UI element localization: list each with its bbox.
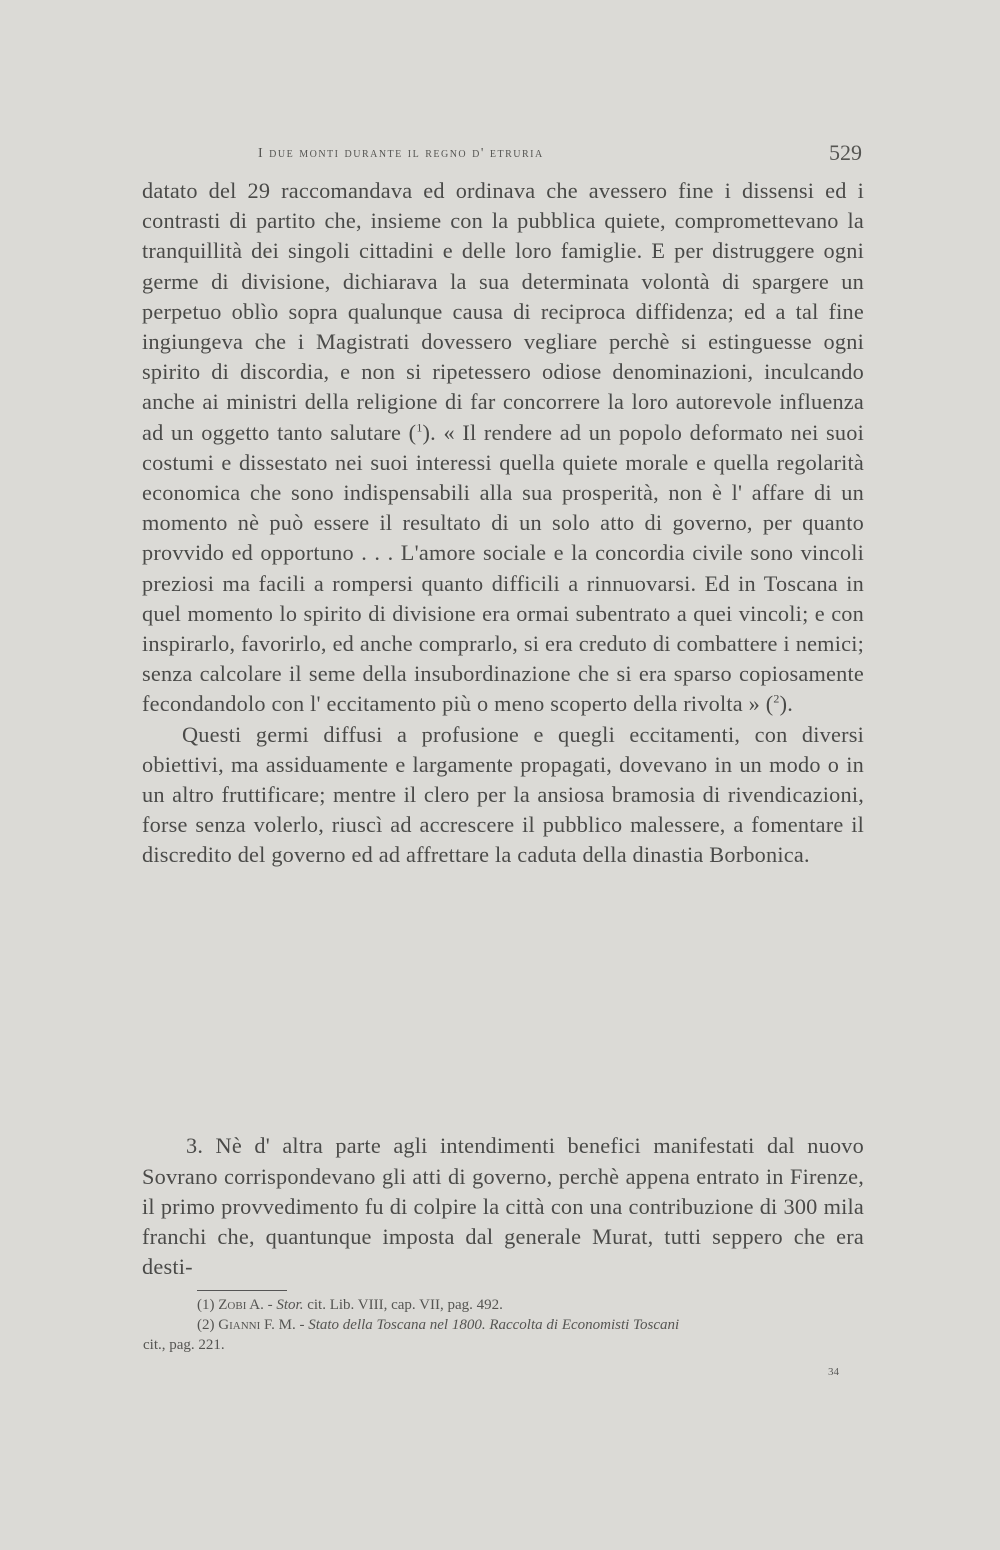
- footnote-ref-2[interactable]: 2: [773, 692, 780, 707]
- paragraph-1-text-a: datato del 29 raccomandava ed ordinava che avessero fine i dissensi ed i contrasti di partito che, insieme con la pubblica quiete, compromettevano la tranquillità dei singoli cittadini e delle loro famiglie. E per distruggere ogni germe di divisione, dichiarava la sua determinata volontà di spargere un perpetuo oblìo sopra qualunque causa di reciproca diffidenza; ed a tal fine ingiungeva che i Magistrati dovessero vegliare perchè si estinguesse ogni spirito di discordia, e non si ripetessero odiose denominazioni, inculcando anche ai ministri della religione di far concorrere la loro autorevole influenza ad un oggetto tanto salutare (: [142, 178, 864, 445]
- paragraph-1-text-b: ). « Il rendere ad un popolo deformato nei suoi costumi e dissestato nei suoi interessi quella quiete morale e quella regolarità economica che sono indispensabili alla sua prosperità, non è l' affare di un momento nè può essere il resultato di un solo atto di governo, per quanto provvido ed opportuno . . . L'amore sociale e la concordia civile sono vincoli preziosi ma facili a rompersi quanto difficili a rinnuovarsi. Ed in Toscana in quel momento lo spirito di divisione era ormai subentrato a quei vincoli; e con inspirarlo, favorirlo, ed anche comprarlo, si era creduto di combattere i nemici; senza calcolare il seme della insubordinazione che si era sparso copiosamente fecondandolo con l' eccitamento più o meno scoperto della rivolta » (: [142, 419, 864, 717]
- section-3-paragraph: 3. Nè d' altra parte agli intendimenti benefici manifestati dal nuovo Sovrano corrispondevano gli atti di governo, perchè appena entrato in Firenze, il primo provvedimento fu di colpire la città con una contribuzione di 300 mila franchi che, quantunque imposta dal generale Murat, tutti seppero che era desti-: [142, 1133, 864, 1280]
- footnote-2-author: Gianni F. M.: [218, 1317, 296, 1333]
- running-title: I due monti durante il regno d' etruria: [258, 146, 544, 161]
- footnote-2: [197, 1315, 867, 1335]
- footnotes: [143, 1295, 867, 1355]
- footnote-2-mark: (2): [197, 1317, 215, 1333]
- footnote-1-author: Zobi A.: [218, 1297, 264, 1313]
- footnote-1-sep: -: [263, 1297, 277, 1313]
- footnote-2-continuation: cit., pag. 221.: [143, 1337, 225, 1353]
- paragraph-1: [142, 176, 864, 720]
- paragraph-1-text-end: ).: [779, 691, 794, 717]
- footnote-ref-1[interactable]: 1: [416, 420, 423, 435]
- footnote-1-work: Stor.: [276, 1297, 304, 1313]
- page-number: 529: [829, 140, 862, 165]
- footnote-rule: [197, 1290, 287, 1291]
- paragraph-2: Questi germi diffusi a profusione e quegli eccitamenti, con diversi obiettivi, ma assiduamente e largamente propagati, dovevano in un modo o in un altro fruttificare; mentre il clero per la ansiosa bramosia di rivendicazioni, forse senza volerlo, riuscì ad accrescere il pubblico malessere, a fomentare il discredito del governo ed ad affrettare la caduta della dinastia Borbonica.: [142, 721, 864, 868]
- footnote-1-rest: cit. Lib. VIII, cap. VII, pag. 492.: [303, 1297, 503, 1313]
- signature-mark: 34: [828, 1366, 839, 1378]
- footnote-1: [197, 1295, 867, 1315]
- running-head: [140, 140, 862, 170]
- footnote-1-mark: (1): [197, 1297, 215, 1313]
- body-text: [142, 176, 864, 871]
- footnote-2-sep: -: [295, 1317, 309, 1333]
- footnote-2-work: Stato della Toscana nel 1800. Raccolta di Economisti Toscani: [308, 1317, 680, 1333]
